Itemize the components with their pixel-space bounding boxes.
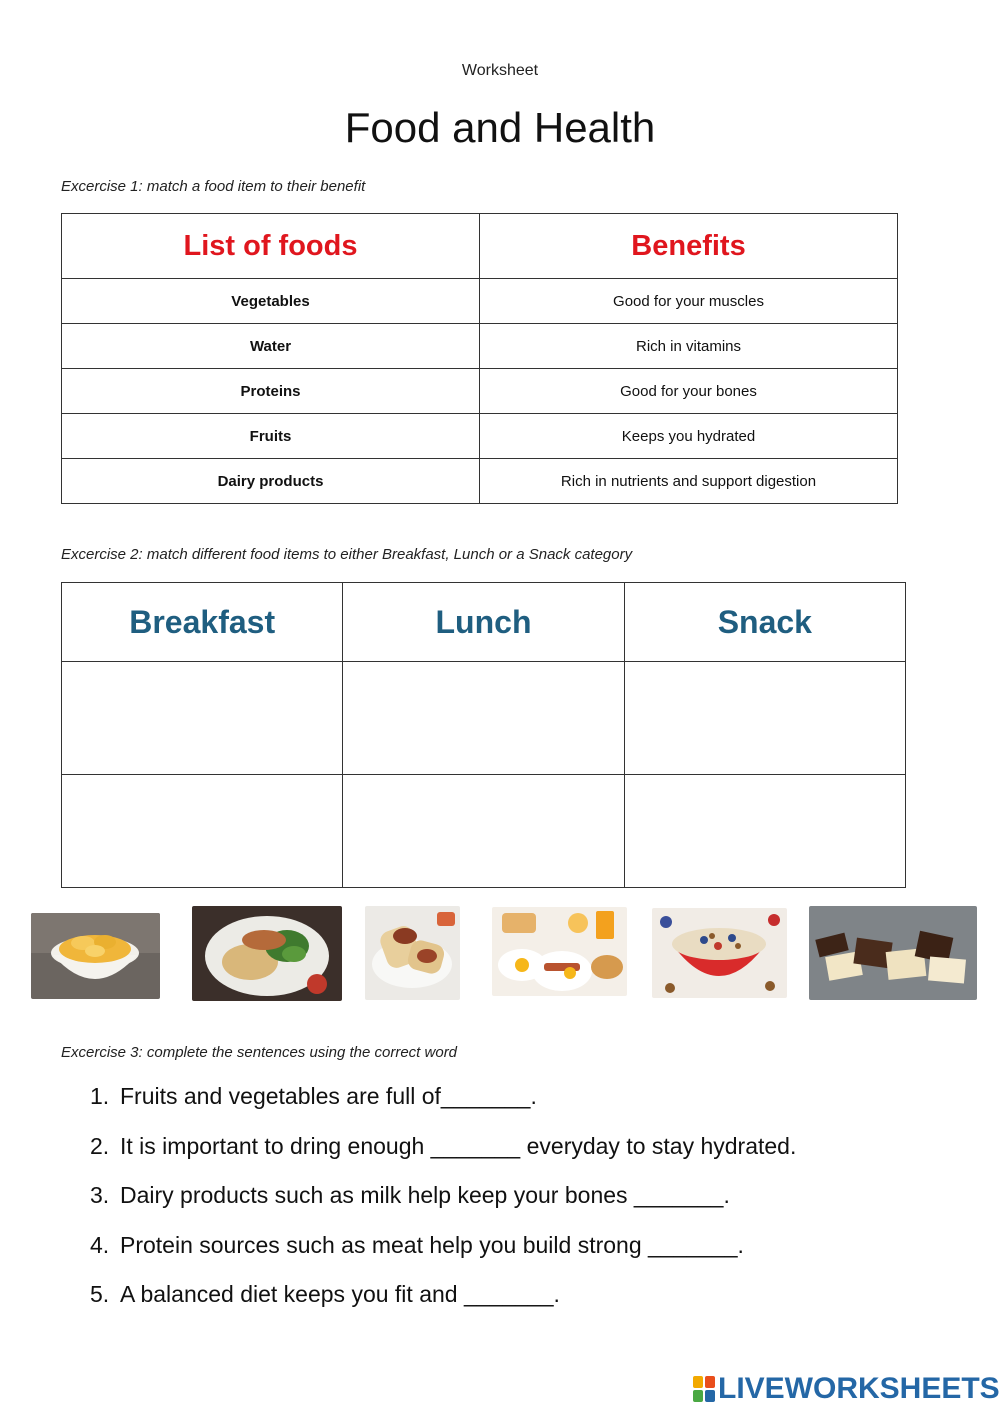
liveworksheets-logo-icon — [693, 1376, 715, 1402]
liveworksheets-logo-text: LIVEWORKSHEETS — [718, 1372, 1000, 1405]
chicken-rice-salad-plate-image[interactable] — [192, 906, 342, 1001]
breakfast-header: Breakfast — [62, 583, 343, 662]
worksheet-label: Worksheet — [461, 62, 539, 79]
bowl-of-chips-image[interactable] — [31, 913, 160, 999]
list-item[interactable]: 1. Fruits and vegetables are full of_______. — [90, 1083, 537, 1109]
exercise2-instruction: Excercise 2: match different food items to either Breakfast, Lunch or a Snack category — [61, 546, 633, 563]
exercise1-table — [61, 213, 898, 504]
liveworksheets-logo[interactable] — [693, 1372, 1000, 1406]
wrap-sandwich-image[interactable] — [365, 906, 460, 1000]
table-row — [62, 324, 898, 369]
exercise3-instruction: Excercise 3: complete the sentences using the correct word — [61, 1044, 458, 1061]
chocolate-bars-image[interactable] — [809, 906, 977, 1000]
list-item[interactable]: 3. Dairy products such as milk help keep your bones _______. — [90, 1182, 730, 1208]
benefit-cell[interactable]: Rich in nutrients and support digestion — [480, 459, 898, 504]
breakfast-drop-zone[interactable] — [62, 775, 343, 888]
benefit-cell[interactable]: Good for your bones — [480, 369, 898, 414]
food-cell[interactable]: Dairy products — [62, 459, 480, 504]
foods-header: List of foods — [62, 214, 480, 279]
breakfast-drop-zone[interactable] — [62, 662, 343, 775]
food-cell[interactable]: Vegetables — [62, 279, 480, 324]
exercise1-instruction: Excercise 1: match a food item to their benefit — [61, 178, 366, 195]
snack-drop-zone[interactable] — [624, 775, 905, 888]
food-cell[interactable]: Proteins — [62, 369, 480, 414]
food-cell[interactable]: Water — [62, 324, 480, 369]
sentence-list — [90, 1074, 950, 1322]
snack-drop-zone[interactable] — [624, 662, 905, 775]
lunch-drop-zone[interactable] — [343, 775, 624, 888]
food-cell[interactable]: Fruits — [62, 414, 480, 459]
benefit-cell[interactable]: Keeps you hydrated — [480, 414, 898, 459]
snack-header: Snack — [624, 583, 905, 662]
table-row — [62, 414, 898, 459]
list-item[interactable]: 2. It is important to dring enough _______ everyday to stay hydrated. — [90, 1132, 797, 1159]
benefit-cell[interactable]: Rich in vitamins — [480, 324, 898, 369]
oatmeal-berries-bowl-image[interactable] — [652, 908, 787, 998]
benefit-cell[interactable]: Good for your muscles — [480, 279, 898, 324]
lunch-drop-zone[interactable] — [343, 662, 624, 775]
list-item[interactable]: 4. Protein sources such as meat help you build strong _______. — [90, 1231, 744, 1258]
list-item[interactable]: 5. A balanced diet keeps you fit and _______. — [90, 1281, 560, 1307]
lunch-header: Lunch — [343, 583, 624, 662]
table-row — [62, 279, 898, 324]
exercise2-table — [61, 582, 906, 888]
page-title: Food and Health — [344, 104, 656, 151]
breakfast-spread-image[interactable] — [492, 907, 627, 996]
benefits-header: Benefits — [480, 214, 898, 279]
table-row — [62, 369, 898, 414]
table-row — [62, 459, 898, 504]
